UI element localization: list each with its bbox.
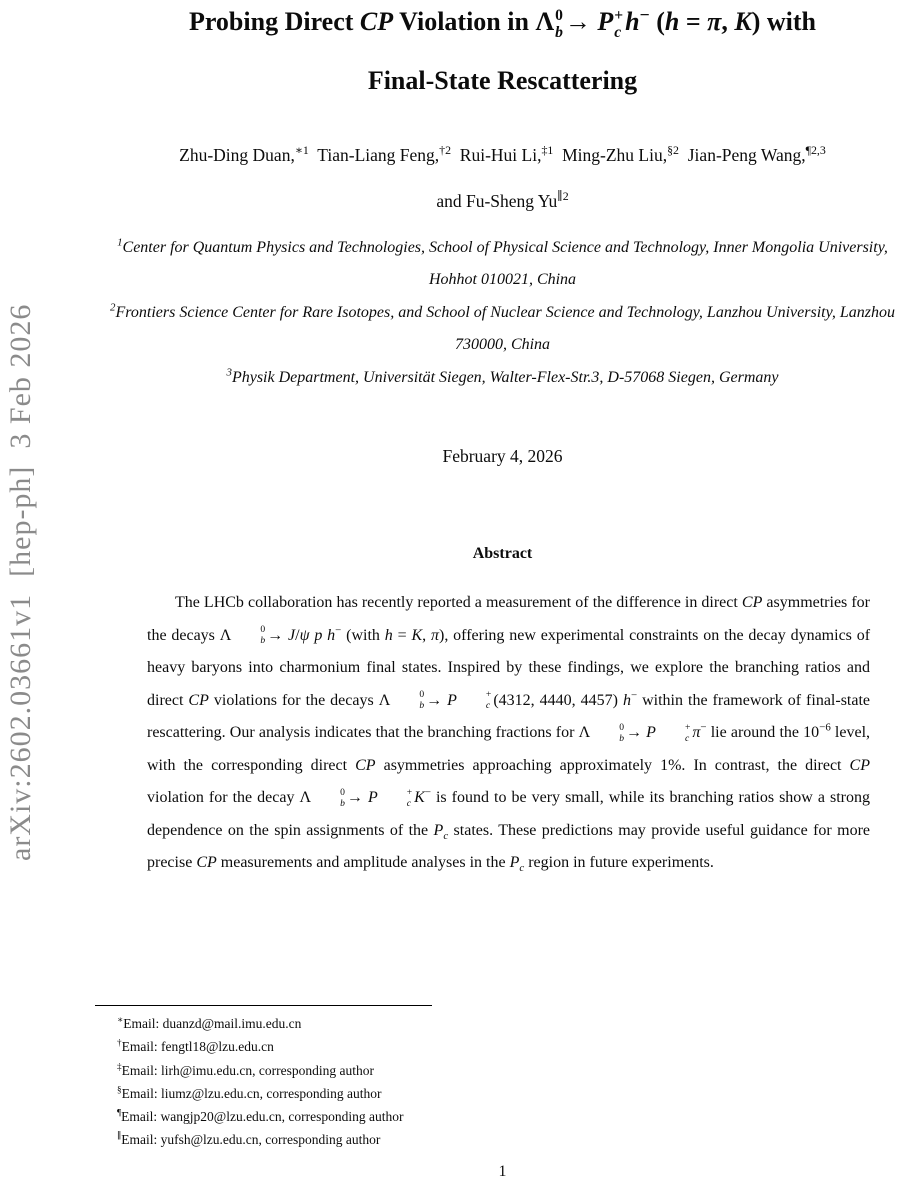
footnotes (95, 1005, 655, 1152)
footnote-rule (95, 1005, 432, 1006)
affiliation-3: $^3$Physik Department, Universität Siegen, Walter-Flex-Str.3, D-57068 Siegen, Germany (226, 366, 779, 386)
paper-title (95, 6, 910, 98)
affiliation-1: $^1$Center for Quantum Physics and Technologies, School of Physical Science and Technology, Inner Mongolia University, Hohhot 010021, China (117, 236, 888, 289)
author-line-1: Zhu-Ding Duan,$^{∗1}$ Tian-Liang Feng,$^{\dagger 2}$ Rui-Hui Li,$^{\ddagger 1}$ Ming-Zhu Liu,$^{\S 2}$ Jian-Peng Wang,$^{\P 2,3}$ (179, 142, 826, 165)
paper-date: February 4, 2026 (442, 446, 563, 467)
footnote-email-2: †Email: fengtl18@lzu.edu.cn (117, 1037, 274, 1055)
title-line-1: Probing Direct CP Violation in Λ 0 b → P + c h− (h = π, K) with (188, 4, 816, 42)
footnote-email-3: ‡Email: lirh@imu.edu.cn, corresponding author (117, 1061, 374, 1078)
abstract-text: The LHCb collaboration has recently reported a measurement of the difference in direct CP asymmetries for the decays Λ 0 b → J/ψ p h− (with h = K, π), offering new experimental constraints on the decay dynamics of heavy baryons into charmonium final states. Inspired by these findings, we explore the branching ratios and direct CP violations for the decays Λ 0 b → P + c (4312, 4440, 4457) h− within the framework of final-state rescattering. Our analysis indicates that the branching fractions for Λ 0 b → P + c π− lie around the $10^{-6}$ level, with the corresponding direct CP asymmetries approaching approximately 1%. In contrast, the direct CP violation for the decay Λ 0 b → P + c K− is found to be very small, while its branching ratios show a strong dependence on the spin assignments of the $P_c$ states. These predictions may provide useful guidance for more precise CP measurements and amplitude analyses in the $P_c$ region in future experiments. (147, 594, 871, 875)
author-list (95, 132, 910, 224)
footnote-email-1: ∗Email: duanzd@mail.imu.edu.cn (117, 1014, 302, 1031)
footnote-email-4: §Email: liumz@lzu.edu.cn, corresponding author (117, 1084, 382, 1101)
affiliations (95, 232, 910, 395)
author-line-2: and Fu-Sheng $Yu^{\parallel 2}$ (436, 188, 569, 211)
title-line-2: Final-State Rescattering (367, 66, 638, 96)
abstract-heading: Abstract (472, 545, 533, 563)
affiliation-2: $^2$Frontiers Science Center for Rare Isotopes, and School of Nuclear Science and Technology, Lanzhou University, Lanzhou 730000, China (110, 301, 895, 354)
arxiv-watermark: arXiv:2602.03661v1 [hep-ph] 3 Feb 2026 (4, 303, 37, 861)
page-number: 1 (498, 1163, 507, 1180)
footnote-email-5: ¶Email: wangjp20@lzu.edu.cn, corresponding author (117, 1107, 404, 1125)
footnote-email-6: ∥Email: yufsh@lzu.edu.cn, corresponding author (117, 1130, 381, 1148)
